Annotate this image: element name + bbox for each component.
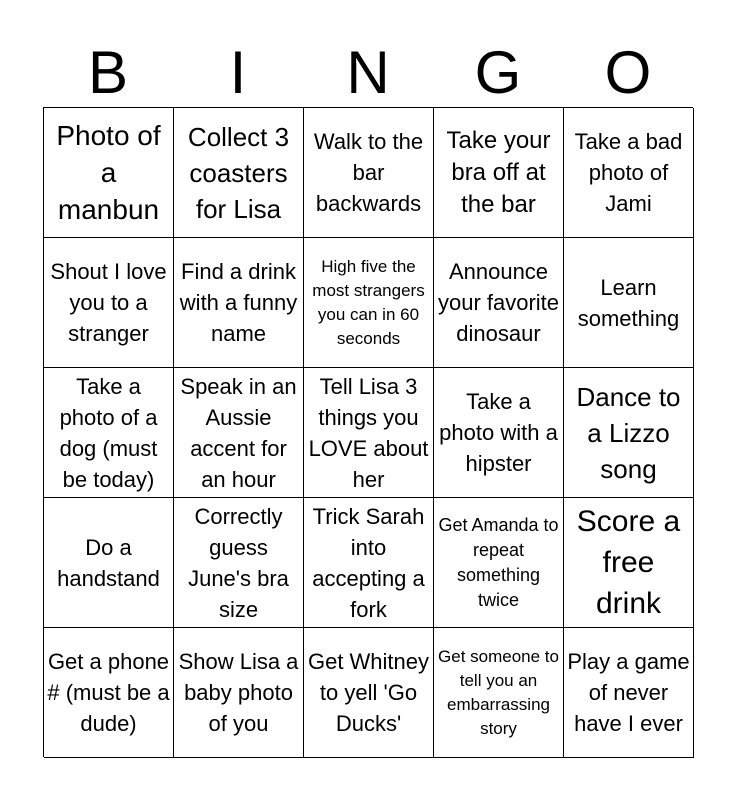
bingo-cell-r3-c2[interactable] — [174, 368, 304, 498]
bingo-cell-r3-c5[interactable] — [564, 368, 694, 498]
cell-text: Get Whitney to yell 'Go Ducks' — [307, 649, 430, 736]
cell-text: Show Lisa a baby photo of you — [178, 649, 299, 736]
bingo-board — [43, 107, 693, 757]
header-letter-i: I — [229, 39, 247, 106]
bingo-cell-r3-c4[interactable] — [434, 368, 564, 498]
cell-text: Trick Sarah into accepting a fork — [312, 503, 425, 622]
bingo-cell-r3-c1[interactable] — [44, 368, 174, 498]
bingo-cell-r2-c4[interactable] — [434, 238, 564, 368]
cell-text: Photo of a manbun — [56, 120, 161, 225]
cell-text: Tell Lisa 3 things you LOVE about her — [308, 373, 429, 492]
bingo-cell-r5-c1[interactable] — [44, 628, 174, 758]
cell-text: Correctly guess June's bra size — [188, 503, 289, 622]
bingo-cell-r4-c5[interactable] — [564, 498, 694, 628]
cell-text: Score a free drink — [576, 505, 681, 620]
bingo-cell-r5-c5[interactable] — [564, 628, 694, 758]
cell-text: Collect 3 coasters for Lisa — [187, 121, 290, 224]
bingo-cell-r1-c2[interactable] — [174, 108, 304, 238]
bingo-cell-r4-c3[interactable] — [304, 498, 434, 628]
bingo-cell-r4-c2[interactable] — [174, 498, 304, 628]
bingo-cell-r5-c2[interactable] — [174, 628, 304, 758]
bingo-cell-r2-c5[interactable] — [564, 238, 694, 368]
cell-text: Find a drink with a funny name — [179, 259, 298, 346]
cell-text: High five the most strangers you can in 60 seconds — [312, 256, 425, 348]
header-letter-g: G — [474, 39, 522, 106]
bingo-cell-r1-c5[interactable] — [564, 108, 694, 238]
cell-text: Take a bad photo of Jami — [574, 129, 683, 216]
bingo-cell-r2-c3[interactable] — [304, 238, 434, 368]
bingo-cell-r3-c3[interactable] — [304, 368, 434, 498]
cell-text: Learn something — [577, 274, 680, 331]
bingo-cell-r1-c3[interactable] — [304, 108, 434, 238]
cell-text: Take your bra off at the bar — [446, 126, 551, 218]
header-letter-o: O — [604, 39, 652, 106]
cell-text: Dance to a Lizzo song — [576, 381, 681, 484]
bingo-cell-r4-c4[interactable] — [434, 498, 564, 628]
header-letter-b: B — [87, 39, 129, 106]
cell-text: Get Amanda to repeat something twice — [438, 514, 559, 610]
cell-text: Announce your favorite dinosaur — [437, 259, 560, 346]
bingo-cell-r5-c3[interactable] — [304, 628, 434, 758]
cell-text: Speak in an Aussie accent for an hour — [180, 373, 297, 492]
bingo-cell-r2-c2[interactable] — [174, 238, 304, 368]
cell-text: Take a photo with a hipster — [439, 389, 558, 476]
cell-text: Take a photo of a dog (must be today) — [59, 373, 158, 492]
bingo-cell-r2-c1[interactable] — [44, 238, 174, 368]
bingo-cell-r1-c4[interactable] — [434, 108, 564, 238]
bingo-cell-r5-c4[interactable] — [434, 628, 564, 758]
cell-text: Play a game of never have I ever — [567, 649, 690, 736]
cell-text: Get someone to tell you an embarrassing story — [438, 646, 559, 738]
cell-text: Get a phone # (must be a dude) — [47, 649, 170, 736]
bingo-header — [43, 40, 693, 106]
header-letter-n: N — [346, 39, 390, 106]
bingo-cell-r4-c1[interactable] — [44, 498, 174, 628]
cell-text: Walk to the bar backwards — [313, 129, 424, 216]
cell-text: Shout I love you to a stranger — [50, 259, 167, 346]
cell-text: Do a handstand — [57, 534, 160, 591]
bingo-cell-r1-c1[interactable] — [44, 108, 174, 238]
